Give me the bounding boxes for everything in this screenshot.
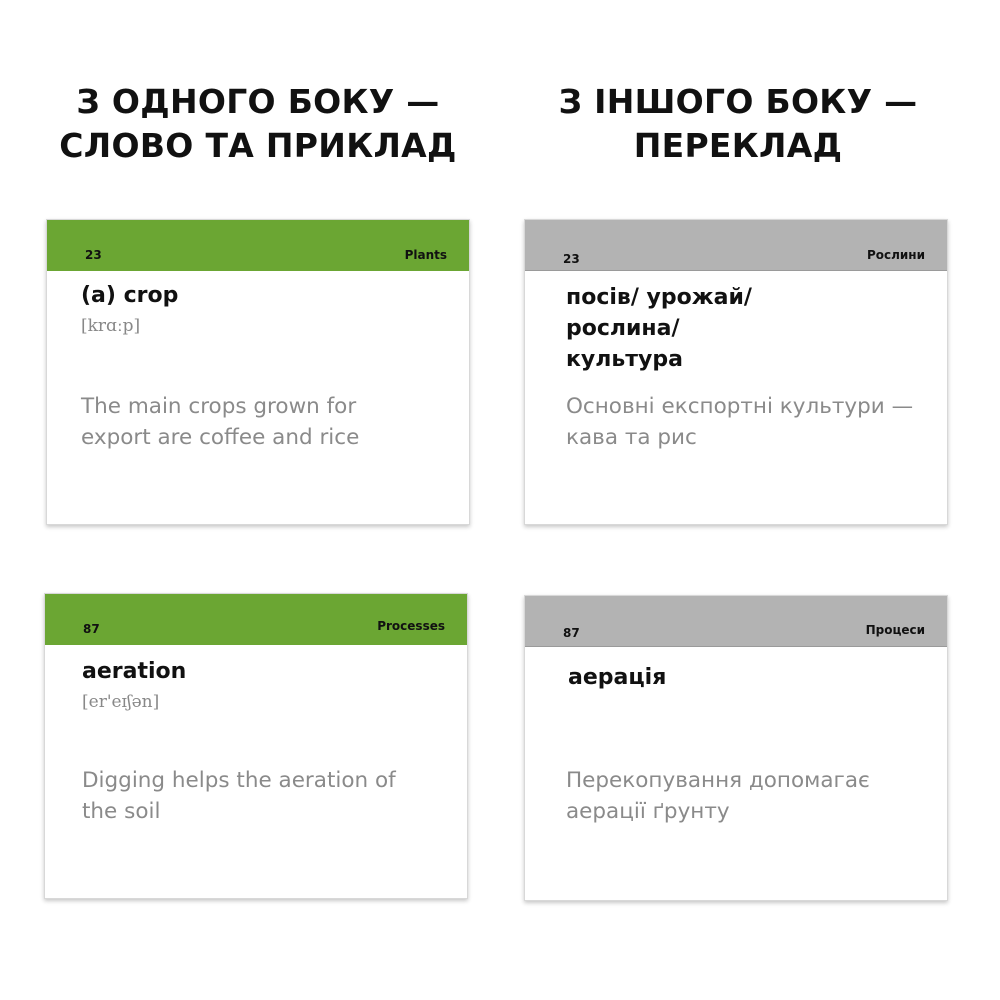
card-number: 23 [85, 248, 102, 262]
heading-back-line-1: З ІНШОГО БОКУ — [558, 82, 918, 121]
card-transcription: [er'eɪʃən] [82, 692, 160, 712]
card-header [47, 220, 469, 271]
card-word: aeration [82, 659, 187, 684]
flashcard-back-crop [524, 219, 948, 525]
card-topic: Процеси [865, 623, 925, 637]
card-header [45, 594, 467, 645]
heading-front-line-2: СЛОВО ТА ПРИКЛАД [59, 126, 457, 165]
card-example: Digging helps the aeration of the soil [82, 768, 396, 824]
card-example: The main crops grown for export are coffee and rice [81, 394, 360, 450]
card-topic: Processes [377, 619, 445, 633]
card-word: (a) crop [81, 283, 179, 308]
card-word: посів/ урожай/ рослина/ культура [566, 285, 752, 372]
heading-front-line-1: З ОДНОГО БОКУ — [76, 82, 440, 121]
card-transcription: [krɑːp] [81, 316, 141, 336]
card-example: Основні експортні культури — кава та рис [566, 394, 914, 450]
flashcard-front-aeration [44, 593, 468, 899]
card-header [525, 220, 947, 271]
card-topic: Рослини [866, 248, 925, 262]
card-header [525, 596, 947, 647]
card-word: аерація [568, 665, 667, 690]
card-number: 87 [563, 626, 580, 640]
card-topic: Plants [404, 248, 447, 262]
card-number: 23 [563, 252, 580, 266]
flashcard-back-aeration [524, 595, 948, 901]
heading-front-side [18, 80, 498, 168]
flashcard-front-crop [46, 219, 470, 525]
card-example: Перекопування допомагає аерації ґрунту [566, 768, 870, 824]
heading-back-line-2: ПЕРЕКЛАД [633, 126, 843, 165]
card-number: 87 [83, 622, 100, 636]
heading-back-side [498, 80, 978, 168]
